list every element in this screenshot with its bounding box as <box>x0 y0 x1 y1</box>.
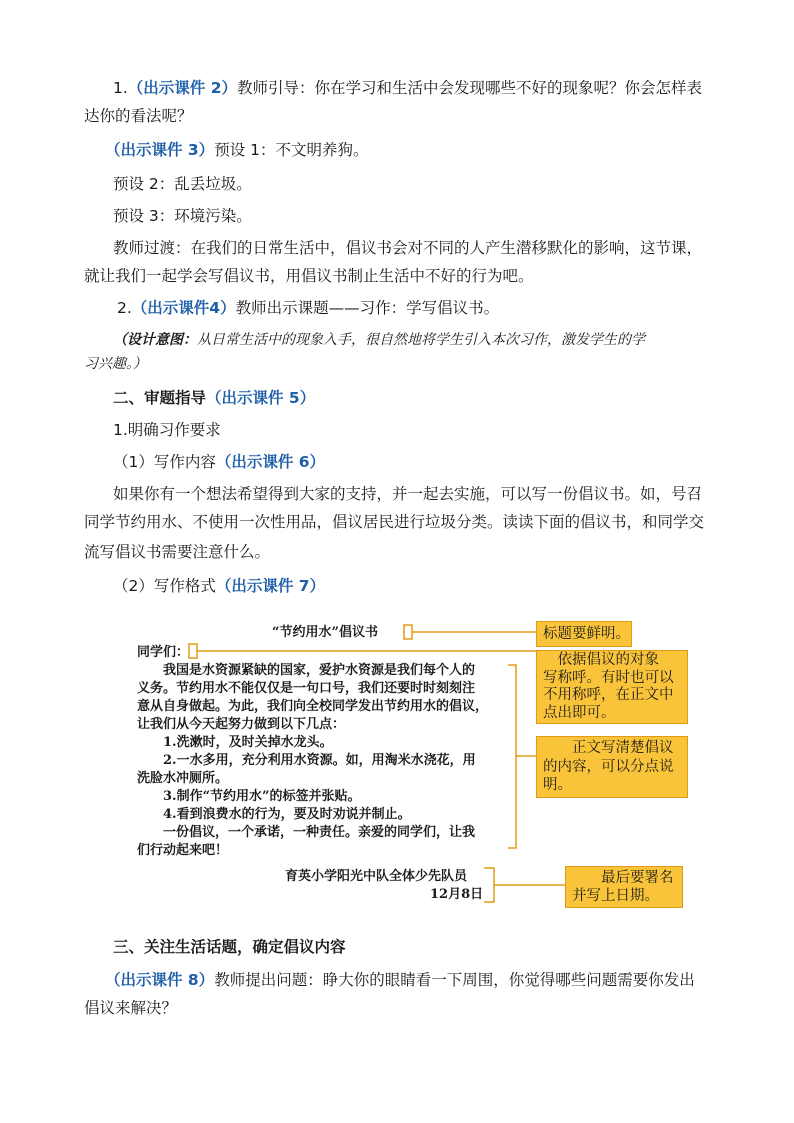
callout-text: 最后要署名 <box>572 870 674 886</box>
callout-text: 点出即可。 <box>543 704 616 721</box>
design-intent-label: （设计意图： <box>113 332 197 348</box>
letter-date: 12月8日 <box>430 887 484 902</box>
design-intent-line-b: 习兴趣。） <box>84 356 147 372</box>
courseware-tag: （出示课件 5） <box>206 389 316 407</box>
letter-body-line: 洗脸水冲厕所。 <box>137 771 229 786</box>
letter-body-line: 我国是水资源紧缺的国家，爱护水资源是我们每个人的 <box>137 663 476 678</box>
letter-body-line: 一份倡议，一个承诺，一种责任。亲爱的同学们，让我 <box>137 825 476 840</box>
step-text: 教师引导：你在学习和生活中会发现哪些不好的现象呢？你会怎样表 <box>236 79 702 97</box>
letter-body-line: 意从自身做起。为此，我们向全校同学发出节约用水的倡议， <box>137 699 489 714</box>
section3-line-a <box>105 970 695 990</box>
section3-heading: 三、关注生活话题，确定倡议内容 <box>113 938 346 956</box>
step-text: 教师出示课题——习作：学写倡议书。 <box>235 299 500 317</box>
body-bracket <box>508 665 516 848</box>
letter-greeting: 同学们： <box>137 645 190 660</box>
courseware-tag: （出示课件4） <box>131 299 236 317</box>
preset3-line: 预设 3：环境污染。 <box>113 207 252 225</box>
item-label: （2）写作格式 <box>113 577 216 595</box>
sub1-line: 1.明确习作要求 <box>113 421 221 439</box>
item-label: （1）写作内容 <box>113 453 216 471</box>
callout-text: 不用称呼，在正文中 <box>543 687 674 703</box>
step-number: 2. <box>117 299 132 317</box>
courseware-tag: （出示课件 6） <box>215 453 326 471</box>
callout-text: 标题要鲜明。 <box>543 626 630 642</box>
letter-body-line: 1.洗漱时，及时关掉水龙头。 <box>137 735 333 750</box>
step1-line-b: 达你的看法呢？ <box>84 107 193 125</box>
para-line-a: 如果你有一个想法希望得到大家的支持，并一起去实施，可以写一份倡议书。如，号召 <box>113 485 703 503</box>
design-intent-text: 从日常生活中的现象入手，很自然地将学生引入本次习作，激发学生的学 <box>197 332 645 348</box>
callout-text: 依据倡议的对象 <box>543 652 659 668</box>
letter-signature: 育英小学阳光中队全体少先队员 <box>285 869 468 884</box>
title-bracket <box>404 625 412 639</box>
callout-text: 并写上日期。 <box>572 888 659 904</box>
letter-body-line: 4.看到浪费水的行为，要及时劝说并制止。 <box>137 807 411 822</box>
preset2-line: 预设 2：乱丢垃圾。 <box>113 175 252 193</box>
transition-line-a: 教师过渡：在我们的日常生活中，倡议书会对不同的人产生潜移默化的影响，这节课， <box>113 239 703 257</box>
callout-body <box>536 736 688 798</box>
section3-line-b: 倡议来解决？ <box>84 999 178 1017</box>
preset-text: 预设 1：不文明养狗。 <box>214 141 369 159</box>
courseware-tag: （出示课件 2） <box>127 79 237 97</box>
callout-text: 明。 <box>543 777 572 793</box>
greeting-bracket <box>189 644 197 658</box>
letter-body-line: 们行动起来吧！ <box>137 843 229 858</box>
callout-text: 写称呼。有时也可以 <box>543 669 674 686</box>
callout-text: 的内容，可以分点说 <box>543 758 674 775</box>
section-title: 二、审题指导 <box>113 389 207 407</box>
sign-bracket <box>484 868 494 902</box>
courseware-tag: （出示课件 3） <box>105 141 215 159</box>
transition-line-b: 就让我们一起学会写倡议书，用倡议书制止生活中不好的行为吧。 <box>84 267 534 285</box>
letter-body-line: 义务。节约用水不能仅仅是一句口号，我们还要时时刻刻注 <box>137 681 476 696</box>
callout-greeting <box>536 650 688 724</box>
callout-title <box>536 621 632 647</box>
letter-body-line: 3.制作“节约用水”的标签并张贴。 <box>137 789 361 804</box>
section3-text: 教师提出问题：睁大你的眼睛看一下周围，你觉得哪些问题需要你发出 <box>214 971 695 989</box>
para-line-b: 同学节约用水、不使用一次性用品，倡议居民进行垃圾分类。读读下面的倡议书，和同学交 <box>84 513 705 531</box>
letter-body-line: 2.一水多用，充分利用水资源。如，用淘米水浇花，用 <box>137 753 476 768</box>
courseware-tag: （出示课件 8） <box>105 971 215 989</box>
letter-title: “节约用水”倡议书 <box>272 625 378 640</box>
callout-text: 正文写清楚倡议 <box>543 740 674 756</box>
step-number: 1. <box>113 79 128 97</box>
para-line-c: 流写倡议书需要注意什么。 <box>84 543 271 561</box>
letter-body-line: 让我们从今天起努力做到以下几点： <box>137 717 346 732</box>
courseware-tag: （出示课件 7） <box>215 577 326 595</box>
callout-signature <box>565 866 683 908</box>
